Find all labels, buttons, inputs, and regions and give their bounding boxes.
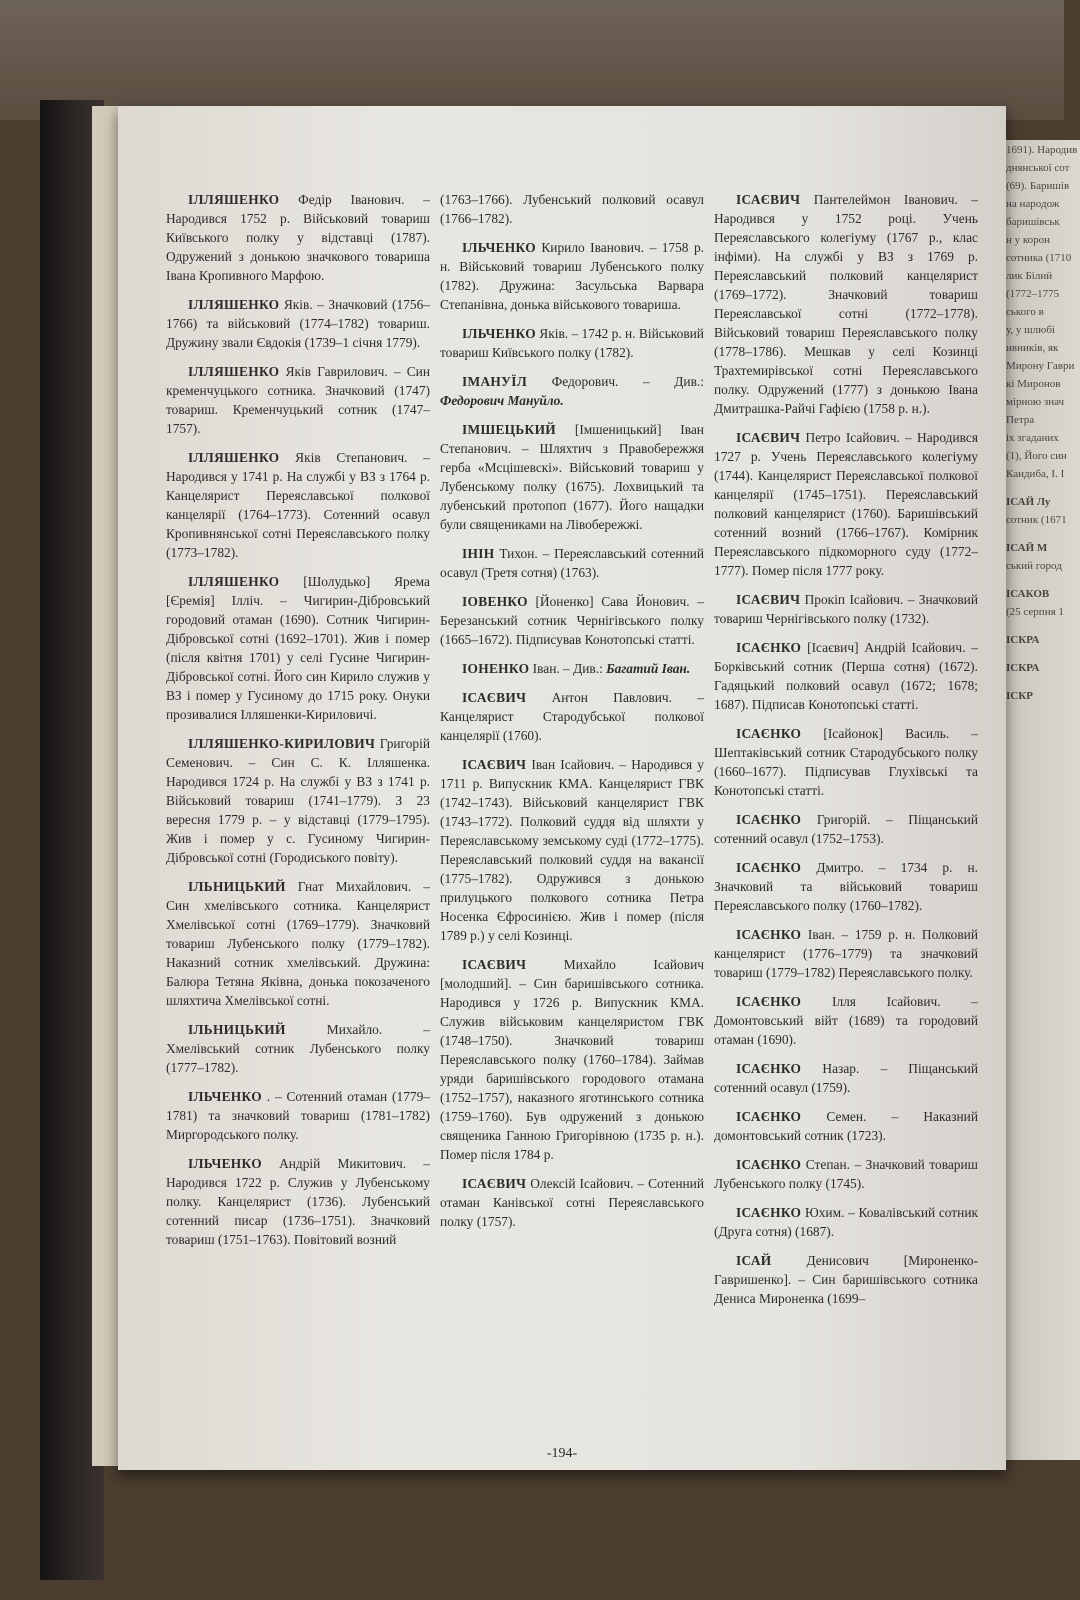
- entry-headword: ІСАЄНКО: [736, 640, 802, 655]
- next-page-text-line: (1772–1775: [1006, 288, 1060, 300]
- dictionary-entry: [166, 295, 430, 352]
- entry-headword: ІСАЄНКО: [736, 927, 802, 942]
- entry-headword: ІЛЛЯШЕНКО-КИРИЛОВИЧ: [188, 736, 376, 751]
- entry-headword: ІСАЙ: [736, 1253, 772, 1268]
- next-page-text-line: (69). Баришів: [1006, 180, 1070, 192]
- dictionary-entry: [166, 362, 430, 438]
- entry-headword: ІМШЕЦЬКИЙ: [462, 422, 556, 437]
- next-page-text-line: ського в: [1006, 306, 1044, 318]
- dictionary-entry: [714, 428, 978, 580]
- entry-text: Дмитро. – 1734 р. н. Значковий та військовий товариш Переяславського полку (1760–1782).: [714, 860, 978, 913]
- entry-text: Прокіп Ісайович. – Значковий товариш Чернігівського полку (1732).: [714, 592, 978, 626]
- entry-cross-reference: Багатий Іван.: [606, 661, 691, 676]
- next-page-text-line: іх згаданих: [1006, 432, 1059, 444]
- dictionary-entry: [440, 755, 704, 945]
- dictionary-entry: [166, 448, 430, 562]
- dictionary-entry: [714, 1203, 978, 1241]
- entry-headword: ІЛЬНИЦЬКИЙ: [188, 879, 286, 894]
- next-page-text-line: (1), Його син: [1006, 450, 1067, 462]
- next-page-text-line: Петра: [1006, 414, 1035, 426]
- entry-headword: ІСАЄНКО: [736, 1205, 802, 1220]
- dictionary-entry: [714, 724, 978, 800]
- column-middle: [440, 190, 704, 1241]
- entry-text: Олексій Ісайович. – Сотенний отаман Канівської сотні Переяславського полку (1757).: [440, 1176, 704, 1229]
- entry-text: Яків Степанович. – Народився у 1741 р. На службі у ВЗ з 1764 р. Канцелярист Переяславської полкової канцелярії (1764–1773). Сотенний осавул Кропивнянської сотні Переяславського полку (1773–1782).: [166, 450, 430, 560]
- next-page-text-line: сотник (1671: [1006, 514, 1067, 526]
- entry-text: [Ісаєвич] Андрій Ісайович. – Борківський сотник (Перша сотня) (1672). Гадяцький полковий осавул (1672; 1678; 1687). Підписав Конотопські статті.: [714, 640, 978, 712]
- next-page-text-line: баришівськ: [1006, 216, 1060, 228]
- dictionary-entry: [714, 638, 978, 714]
- entry-text: Іван. – Див.:: [532, 661, 607, 676]
- entry-cross-reference: Федорович Мануйло.: [440, 393, 564, 408]
- dictionary-entry: [440, 955, 704, 1164]
- page-number: -194-: [546, 1446, 578, 1461]
- dictionary-entry: [440, 190, 704, 228]
- entry-text: Михайло. – Хмелівський сотник Лубенського полку (1777–1782).: [166, 1022, 430, 1075]
- entry-text: Назар. – Піщанський сотенний осавул (1759).: [714, 1061, 978, 1095]
- dictionary-entry: [166, 1020, 430, 1077]
- entry-text: Яків. – Значковий (1756–1766) та військовий (1774–1782) товариш. Дружину звали Євдокія (1739–1 січня 1779).: [166, 297, 430, 350]
- dictionary-entry: [440, 420, 704, 534]
- next-page-text-line: ІСКР: [1006, 690, 1033, 702]
- entry-text: Михайло Ісайович [молодший]. – Син баришівського сотника. Народився у 1726 р. Випускник КМА. Служив військовим канцеляристом ГВК (1748–1750). Значковий товариш Переяславського полку (1760–1784). Займав уряди баришівського городового отамана (1752–1757), наказного яготинського сотника (1759–1760). Був одружений з донькою священика Ганною Григорівною (1735 р. н.). Помер після 1784 р.: [440, 957, 704, 1162]
- next-page-text-line: Кандиба, І. І: [1006, 468, 1065, 480]
- dictionary-entry: [440, 659, 704, 678]
- next-page-text-line: ІСАКОВ: [1006, 588, 1050, 600]
- next-page-text-line: (25 серпня 1: [1006, 606, 1064, 618]
- dictionary-entry: [714, 858, 978, 915]
- entry-text: Іван Ісайович. – Народився у 1711 р. Випускник КМА. Канцелярист ГВК (1742–1743). Військовий канцелярист ГВК (1743–1772). Полковий суддя від шляхти у Переяславському земському суді (1772–1775). Переяславський полковий суддя на вакансії (1775–1782). Одружився з донькою прилуцького полкового сотника Петра Носенка Єфросинією. Жив і помер (після 1789 р.) у селі Козинці.: [440, 757, 704, 943]
- entry-text: Федорович. – Див.:: [551, 374, 704, 389]
- entry-text: Пантелеймон Іванович. – Народився у 1752 році. Учень Переяславського колегіуму (1767 р., клас інфіми). На службі у ВЗ з 1769 р. Переяславський полковий канцелярист (1769–1772). Значковий товариш Переяславської сотні (1772–1778). Військовий товариш Переяславського полку (1778–1786). Мешкав у селі Козинці Трахтемирівської сотні Переяславського полку. Одружений (1777) з донькою Івана Дмитрашка-Райчі Гафією (1758 р. н.).: [714, 192, 978, 416]
- next-page-fragment: [1000, 140, 1080, 1460]
- entry-headword: ІМАНУЇЛ: [462, 374, 528, 389]
- next-page-text-line: сотника (1710: [1006, 252, 1072, 264]
- entry-text: Яків. – 1742 р. н. Військовий товариш Київського полку (1782).: [440, 326, 704, 360]
- next-page-text-line: ський город: [1006, 560, 1062, 572]
- entry-text: Тихон. – Переяславський сотенний осавул (Третя сотня) (1763).: [440, 546, 704, 580]
- dictionary-entry: [714, 590, 978, 628]
- dictionary-entry: [440, 238, 704, 314]
- entry-text: Гнат Михайлович. – Син хмелівського сотника. Канцелярист Хмелівської сотні (1769–1779). Значковий товариш Лубенського полку (1779–1782). Наказний сотник хмелівський. Дружина: Балюра Тетяна Яківна, донька покозаченого шляхтича Хмелівської сотні.: [166, 879, 430, 1008]
- next-page-text-line: 1691). Народив: [1006, 144, 1078, 156]
- entry-headword: ІСАЄНКО: [736, 1109, 802, 1124]
- entry-headword: ІСАЄВИЧ: [462, 757, 527, 772]
- entry-headword: ІЛЬЧЕНКО: [462, 240, 536, 255]
- entry-text: [Шолудько] Ярема [Єремія] Ілліч. – Чигирин-Дібровський городовий отаман (1690). Сотник Чигирин-Дібровської сотні (1692–1701). Жив і помер (після квітня 1701) у селі Гусине Чигирин-Дібровської сотні. Його син Кирило служив у ВЗ і помер у Гусиному до 1715 року. Онуки прозивалися Ілляшенки-Кириловичі.: [166, 574, 430, 722]
- entry-headword: ІСАЄВИЧ: [736, 430, 801, 445]
- dictionary-entry: [714, 810, 978, 848]
- dictionary-entry: [714, 1059, 978, 1097]
- entry-text: Федір Іванович. – Народився 1752 р. Військовий товариш Київського полку у відставці (1787). Одружений з донькою значкового товариша Івана Кропивного Марфою.: [166, 192, 430, 283]
- entry-text: [Імшеницький] Іван Степанович. – Шляхтич з Правобережжя герба «Мсцішевскі». Військовий товариш у Лубенському полку (1675). Лохвицький та лубенський протопоп (1677). Його нащадки були священиками на Лівобережжі.: [440, 422, 704, 532]
- next-page-text-line: кі Миронов: [1006, 378, 1061, 390]
- entry-text: [Ісайонок] Василь. – Шептаківський сотник Стародубського полку (1660–1677). Підписував Глухівські та Конотопські статті.: [714, 726, 978, 798]
- dictionary-entry: [166, 1154, 430, 1249]
- next-page-text-line: Мирону Гаври: [1006, 360, 1075, 372]
- entry-text: Яків Гаврилович. – Син кременчуцького сотника. Значковий (1747) товариш. Кременчуцький сотник (1747–1757).: [166, 364, 430, 436]
- entry-text: Антон Павлович. – Канцелярист Стародубської полкової канцелярії (1760).: [440, 690, 704, 743]
- entry-text: Григорій Семенович. – Син С. К. Ілляшенка. Народився 1724 р. На службі у ВЗ з 1741 р. Військовий товариш (1741–1779). З 23 вересня 1779 р. – у відставці (1779–1795). Жив і помер у с. Гусиному Чигирин-Дібровської сотні (Городиського повіту).: [166, 736, 430, 865]
- entry-text: Іван. – 1759 р. н. Полковий канцелярист (1776–1779) та значковий товариш (1779–1782) Переяславського полку.: [714, 927, 978, 980]
- entry-headword: ІСАЄВИЧ: [462, 957, 527, 972]
- dictionary-entry: [440, 1174, 704, 1231]
- dictionary-entry: [714, 1155, 978, 1193]
- entry-headword: ІОНЕНКО: [462, 661, 530, 676]
- next-page-text-line: ІСАЙ М: [1006, 542, 1048, 554]
- entry-headword: ІСАЄНКО: [736, 860, 802, 875]
- entry-text: [Йоненко] Сава Йонович. – Березанський сотник Чернігівського полку (1665–1672). Підписував Конотопські статті.: [440, 594, 704, 647]
- dictionary-entry: [166, 734, 430, 867]
- dictionary-entry: [714, 925, 978, 982]
- entry-headword: ІСАЄВИЧ: [736, 192, 801, 207]
- entry-headword: ІОВЕНКО: [462, 594, 528, 609]
- entry-text: Кирило Іванович. – 1758 р. н. Військовий товариш Лубенського полку (1782). Дружина: Засульська Варвара Степанівна, донька військового товариша.: [440, 240, 704, 312]
- next-page-text-line: днянської сот: [1006, 162, 1070, 174]
- entry-headword: ІСАЄНКО: [736, 1157, 802, 1172]
- dictionary-entry: [440, 592, 704, 649]
- entry-headword: ІСАЄВИЧ: [736, 592, 801, 607]
- entry-headword: ІСАЄВИЧ: [462, 1176, 527, 1191]
- entry-headword: ІЛЬЧЕНКО: [462, 326, 536, 341]
- entry-headword: ІЛЛЯШЕНКО: [188, 192, 280, 207]
- entry-text: Юхим. – Ковалівський сотник (Друга сотня) (1687).: [714, 1205, 978, 1239]
- entry-headword: ІЛЛЯШЕНКО: [188, 574, 280, 589]
- entry-headword: ІЛЬНИЦЬКИЙ: [188, 1022, 286, 1037]
- entry-text: Семен. – Наказний домонтовський сотник (1723).: [714, 1109, 978, 1143]
- entry-text: Андрій Микитович. – Народився 1722 р. Служив у Лубенському полку. Канцелярист (1736). Лубенський сотенний писар (1736–1751). Значковий товариш (1751–1763). Повітовий возний: [166, 1156, 430, 1247]
- dictionary-entry: [166, 1087, 430, 1144]
- next-page-text-line: у, у шлюбі: [1006, 324, 1055, 336]
- entry-text: (1763–1766). Лубенський полковий осавул (1766–1782).: [440, 192, 704, 226]
- dictionary-entry: [166, 190, 430, 285]
- entry-headword: ІЛЬЧЕНКО: [188, 1156, 262, 1171]
- dictionary-entry: [714, 190, 978, 418]
- entry-headword: ІНІН: [462, 546, 495, 561]
- entry-headword: ІЛЛЯШЕНКО: [188, 297, 280, 312]
- entry-headword: ІЛЛЯШЕНКО: [188, 450, 280, 465]
- next-page-text-line: ІСКРА: [1006, 662, 1040, 674]
- entry-text: Ілля Ісайович. – Домонтовський війт (1689) та городовий отаман (1690).: [714, 994, 978, 1047]
- dictionary-entry: [714, 1251, 978, 1308]
- next-page-text-line: ивників, як: [1006, 342, 1059, 354]
- dictionary-entry: [166, 572, 430, 724]
- dictionary-entry: [440, 324, 704, 362]
- next-page-text-line: ІСАЙ Лу: [1006, 496, 1051, 508]
- dictionary-entry: [440, 372, 704, 410]
- dictionary-entry: [440, 688, 704, 745]
- entry-headword: ІСАЄНКО: [736, 1061, 802, 1076]
- entry-headword: ІСАЄНКО: [736, 994, 802, 1009]
- desk-background: [0, 0, 1064, 120]
- next-page-text-line: мірною знач: [1006, 396, 1065, 408]
- entry-text: Григорій. – Піщанський сотенний осавул (1752–1753).: [714, 812, 978, 846]
- dictionary-entry: [440, 544, 704, 582]
- entry-headword: ІЛЬЧЕНКО: [188, 1089, 262, 1104]
- dictionary-entry: [166, 877, 430, 1010]
- next-page-text-line: ІСКРА: [1006, 634, 1040, 646]
- entry-text: Денисович [Мироненко-Гавришенко]. – Син баришівського сотника Дениса Мироненка (1699–: [714, 1253, 978, 1306]
- next-page-text-line: лик Білий: [1006, 270, 1053, 282]
- book-page: [118, 106, 1006, 1470]
- entry-headword: ІСАЄНКО: [736, 812, 802, 827]
- column-left: [166, 190, 430, 1259]
- dictionary-entry: [714, 992, 978, 1049]
- entry-text: Петро Ісайович. – Народився 1727 р. Учень Переяславського колегіуму (1744). Канцелярист Переяславської полкової канцелярії (1745–1751). Переяславський полковий канцелярист (1760). Баришівський сотенний возний (1766–1767). Комірник Переяславського підкоморного суду (1772–1777). Помер після 1777 року.: [714, 430, 978, 578]
- entry-text: . – Сотенний отаман (1779–1781) та значковий товариш (1781–1782) Миргородського полку.: [166, 1089, 430, 1142]
- entry-text: Степан. – Значковий товариш Лубенського полку (1745).: [714, 1157, 978, 1191]
- entry-headword: ІЛЛЯШЕНКО: [188, 364, 280, 379]
- entry-headword: ІСАЄНКО: [736, 726, 802, 741]
- column-right: [714, 190, 978, 1318]
- entry-headword: ІСАЄВИЧ: [462, 690, 527, 705]
- next-page-text-line: н у корон: [1006, 234, 1051, 246]
- dictionary-entry: [714, 1107, 978, 1145]
- next-page-text-line: на народож: [1006, 198, 1060, 210]
